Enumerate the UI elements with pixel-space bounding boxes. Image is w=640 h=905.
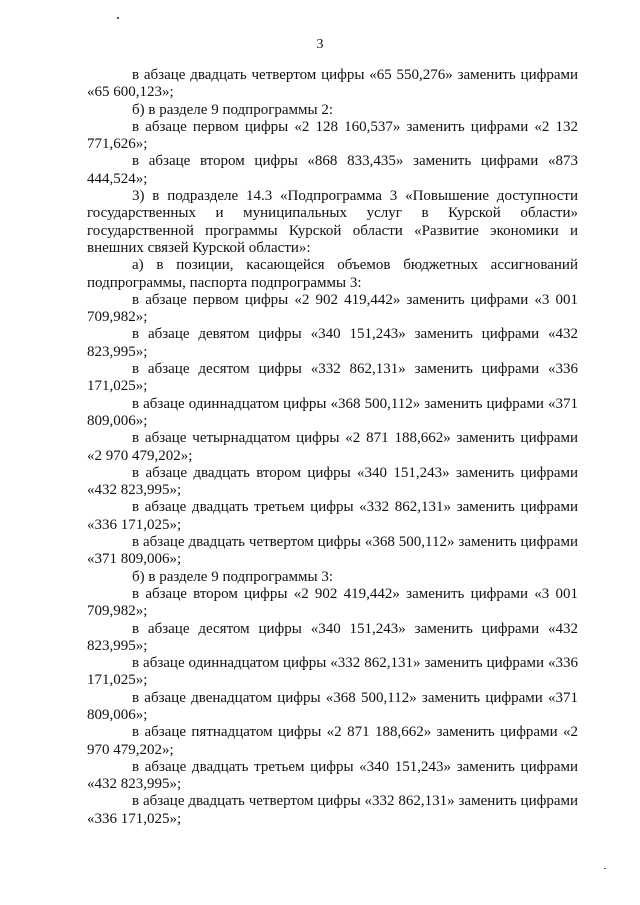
paragraph: в абзаце первом цифры «2 902 419,442» заменить цифрами «3 001 709,982»; (87, 291, 578, 326)
paragraph: в абзаце девятом цифры «340 151,243» заменить цифрами «432 823,995»; (87, 326, 578, 360)
paragraph: 3) в подразделе 14.3 «Подпрограмма 3 «Повышение доступности государственных и муниципальных услуг в Курской области» государственной программы Курской области «Развитие экономики и внешних связей Курской области»: (87, 188, 578, 256)
paragraph: в абзаце двадцать четвертом цифры «332 862,131» заменить цифрами «336 171,025»; (87, 793, 578, 827)
scan-speck (604, 868, 606, 869)
paragraph: в абзаце одиннадцатом цифры «368 500,112» заменить цифрами «371 809,006»; (87, 395, 578, 429)
paragraph: в абзаце двадцать третьем цифры «332 862,131» заменить цифрами «336 171,025»; (87, 499, 578, 533)
paragraph: в абзаце двадцать четвертом цифры «368 500,112» заменить цифрами «371 809,006»; (87, 534, 578, 568)
paragraph: в абзаце двадцать третьем цифры «340 151,243» заменить цифрами «432 823,995»; (87, 758, 578, 793)
paragraph: в абзаце десятом цифры «332 862,131» заменить цифрами «336 171,025»; (87, 361, 578, 395)
paragraph: в абзаце десятом цифры «340 151,243» заменить цифрами «432 823,995»; (87, 620, 578, 654)
paragraph: в абзаце одиннадцатом цифры «332 862,131» заменить цифрами «336 171,025»; (87, 655, 578, 689)
paragraph: в абзаце двадцать втором цифры «340 151,243» заменить цифрами «432 823,995»; (87, 464, 578, 499)
paragraph: а) в позиции, касающейся объемов бюджетных ассигнований подпрограммы, паспорта подпрограммы 3: (87, 257, 578, 291)
paragraph: в абзаце двенадцатом цифры «368 500,112» заменить цифрами «371 809,006»; (87, 689, 578, 723)
paragraph: в абзаце первом цифры «2 128 160,537» заменить цифрами «2 132 771,626»; (87, 118, 578, 153)
paragraph: в абзаце втором цифры «2 902 419,442» заменить цифрами «3 001 709,982»; (87, 585, 578, 620)
paragraph: в абзаце четырнадцатом цифры «2 871 188,662» заменить цифрами «2 970 479,202»; (87, 430, 578, 464)
paragraph: в абзаце втором цифры «868 833,435» заменить цифрами «873 444,524»; (87, 153, 578, 187)
paragraph: в абзаце пятнадцатом цифры «2 871 188,662» заменить цифрами «2 970 479,202»; (87, 724, 578, 758)
page-number: 3 (316, 37, 324, 52)
document-body (87, 67, 578, 828)
scan-speck (117, 17, 119, 19)
paragraph: в абзаце двадцать четвертом цифры «65 550,276» заменить цифрами «65 600,123»; (87, 67, 578, 101)
paragraph: б) в разделе 9 подпрограммы 3: (132, 568, 333, 585)
paragraph: б) в разделе 9 подпрограммы 2: (132, 101, 333, 118)
